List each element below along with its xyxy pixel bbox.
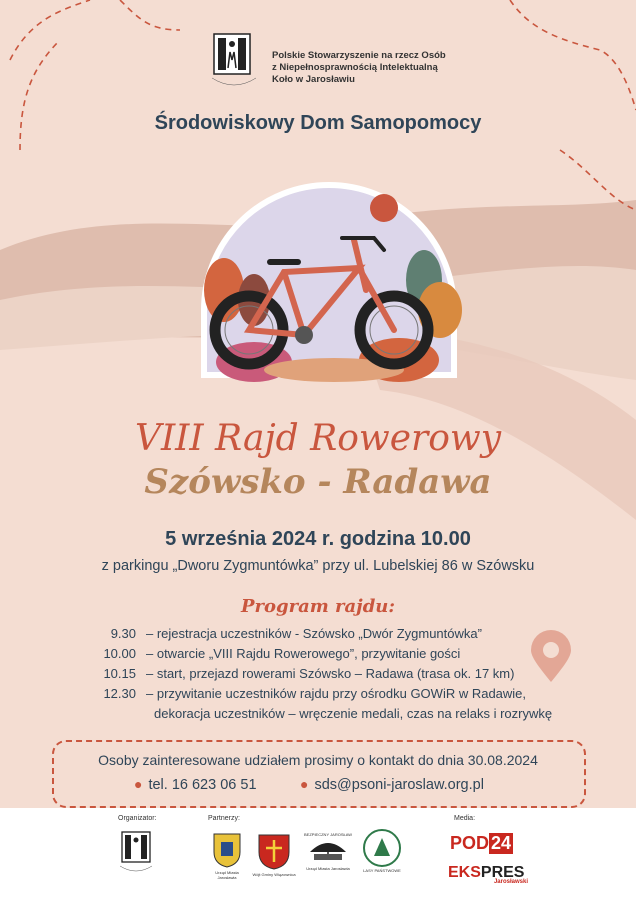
contact-email[interactable] — [300, 776, 484, 793]
ekspres-subtitle: Jarosławski — [493, 879, 528, 885]
program-title: Program rajdu: — [240, 596, 396, 617]
program-time: 12.30 — [103, 686, 136, 701]
event-date: 5 września 2024 r. godzina 10.00 — [165, 528, 471, 550]
ekspres-text-a: EKS — [448, 864, 481, 881]
media-label: Media: — [454, 815, 476, 822]
program-text: – rejestracja uczestników - Szówsko „Dwór Zygmuntówka” — [146, 626, 482, 641]
program-text: – przywitanie uczestników rajdu przy ośrodku GOWiR w Radawie, — [146, 686, 527, 701]
wiazownica-crest-icon — [256, 832, 292, 870]
program-item — [86, 624, 552, 644]
forest-badge-text: LASY PAŃSTWOWE — [363, 868, 401, 873]
event-route: Szówsko - Radawa — [144, 462, 492, 502]
contact-box — [52, 740, 586, 808]
bicycle-illustration — [184, 180, 474, 410]
event-title: VIII Rajd Rowerowy — [134, 418, 502, 459]
pod24-number: 24 — [491, 832, 512, 853]
bullet-icon: ● — [300, 776, 309, 792]
phone-number[interactable]: tel. 16 623 06 51 — [148, 777, 257, 793]
partner-title: BEZPIECZNY JAROSŁAW — [304, 832, 353, 837]
contact-phone[interactable] — [134, 776, 257, 793]
org-line-3: Koło w Jarosławiu — [272, 74, 355, 85]
ekspres-text-b: PRES — [480, 864, 525, 881]
program-item — [86, 644, 552, 664]
organization-name — [272, 50, 446, 86]
program-text: – start, przejazd rowerami Szówsko – Radawa (trasa ok. 17 km) — [146, 666, 515, 681]
pod24-text: POD — [450, 832, 490, 853]
location-pin-icon — [528, 630, 574, 684]
contact-info: Osoby zainteresowane udziałem prosimy o kontakt do dnia 30.08.2024 — [98, 752, 538, 768]
email-address[interactable]: sds@psoni-jaroslaw.org.pl — [314, 777, 484, 793]
pod24-logo — [450, 830, 512, 856]
umbrella-logo-icon — [308, 838, 348, 862]
program-time — [86, 704, 146, 724]
sds-heading: Środowiskowy Dom Samopomocy — [154, 112, 482, 134]
program-item — [86, 704, 552, 724]
program-text: – otwarcie „VIII Rajdu Rowerowego”, przywitanie gości — [146, 646, 461, 661]
ekspres-logo — [448, 864, 528, 886]
program-time: 10.00 — [103, 646, 136, 661]
organizer-label: Organizator: — [118, 815, 157, 822]
program-text: dekoracja uczestników – wręczenie medali, czas na relaks i rozrywkę — [154, 706, 553, 721]
partner-caption-2: Wójt Gminy Wiązownica — [252, 872, 296, 877]
program-item — [86, 664, 552, 684]
bullet-icon: ● — [134, 776, 143, 792]
partners-label: Partnerzy: — [208, 815, 240, 822]
program-time: 9.30 — [110, 626, 136, 641]
organizer-logo — [116, 830, 156, 876]
jaroslaw-crest-icon — [212, 832, 242, 868]
partner-caption-3: Urząd Miasta Jarosławia — [306, 866, 350, 871]
program-time: 10.15 — [103, 666, 136, 681]
partner-caption-1: Urząd Miasta Jarosławia — [215, 870, 239, 880]
lasy-panstwowe-logo — [362, 828, 402, 868]
psoni-logo — [206, 30, 262, 92]
program-item — [86, 684, 552, 704]
org-line-2: z Niepełnosprawnością Intelektualną — [272, 62, 438, 73]
event-place: z parkingu „Dworu Zygmuntówka” przy ul. Lubelskiej 86 w Szówsku — [101, 558, 535, 574]
program-list — [86, 624, 552, 724]
org-line-1: Polskie Stowarzyszenie na rzecz Osób — [272, 50, 446, 61]
